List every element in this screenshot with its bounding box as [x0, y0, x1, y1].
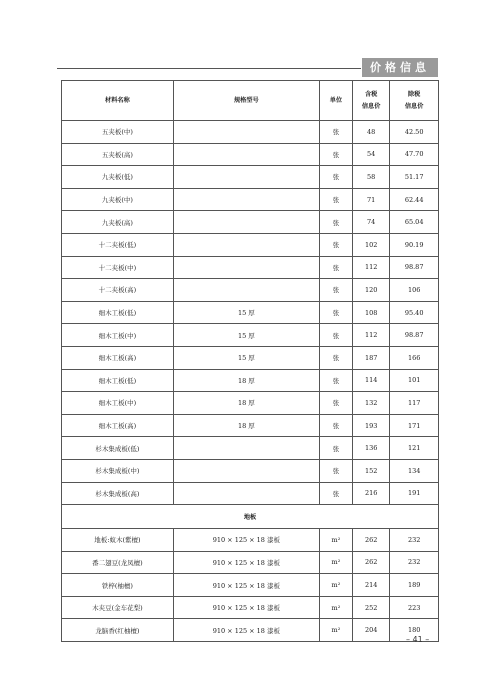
cell-notax-price: 98.87: [390, 324, 439, 347]
cell-material-name: 九夹板(低): [62, 166, 174, 189]
cell-tax-price: 114: [353, 369, 390, 392]
cell-material-name: 杉木集成板(低): [62, 437, 174, 460]
table-row: [62, 596, 439, 619]
cell-material-name: 细木工板(低): [62, 301, 174, 324]
table-row: [62, 121, 439, 144]
cell-material-name: 十二夹板(低): [62, 233, 174, 256]
header-tax-line1: 含税: [364, 90, 378, 98]
cell-spec: [173, 211, 319, 234]
table-row: [62, 392, 439, 415]
cell-unit: 张: [319, 143, 352, 166]
cell-material-name: 杉木集成板(高): [62, 482, 174, 505]
cell-unit: m²: [319, 529, 352, 552]
cell-notax-price: 171: [390, 414, 439, 437]
cell-unit: 张: [319, 188, 352, 211]
table-row: [62, 459, 439, 482]
cell-tax-price: 262: [353, 529, 390, 552]
cell-notax-price: 191: [390, 482, 439, 505]
cell-spec: [173, 256, 319, 279]
cell-spec: [173, 188, 319, 211]
table-row: [62, 619, 439, 642]
cell-notax-price: 232: [390, 551, 439, 574]
cell-material-name: 龙脑香(红柚檀): [62, 619, 174, 642]
cell-spec: 910 × 125 × 18 漆板: [173, 574, 319, 597]
table-row: [62, 188, 439, 211]
header-rule: [57, 68, 361, 69]
cell-spec: 910 × 125 × 18 漆板: [173, 529, 319, 552]
header-tax-price: [353, 81, 390, 121]
cell-unit: 张: [319, 121, 352, 144]
table-row: [62, 437, 439, 460]
table-header-row: [62, 81, 439, 121]
cell-tax-price: 216: [353, 482, 390, 505]
cell-notax-price: 189: [390, 574, 439, 597]
cell-spec: 18 厚: [173, 414, 319, 437]
cell-spec: 15 厚: [173, 324, 319, 347]
cell-notax-price: 166: [390, 346, 439, 369]
cell-tax-price: 136: [353, 437, 390, 460]
cell-material-name: 细木工板(中): [62, 392, 174, 415]
cell-notax-price: 117: [390, 392, 439, 415]
cell-notax-price: 42.50: [390, 121, 439, 144]
cell-tax-price: 102: [353, 233, 390, 256]
header-notax-line2: 信息价: [404, 102, 424, 110]
table-row: [62, 482, 439, 505]
cell-unit: m²: [319, 596, 352, 619]
cell-notax-price: 98.87: [390, 256, 439, 279]
cell-material-name: 木夹豆(金车花梨): [62, 596, 174, 619]
cell-notax-price: 95.40: [390, 301, 439, 324]
cell-spec: 18 厚: [173, 392, 319, 415]
cell-spec: 910 × 125 × 18 漆板: [173, 551, 319, 574]
cell-spec: [173, 482, 319, 505]
cell-tax-price: 193: [353, 414, 390, 437]
cell-unit: 张: [319, 346, 352, 369]
cell-material-name: 五夹板(高): [62, 143, 174, 166]
cell-unit: 张: [319, 459, 352, 482]
table-row: [62, 414, 439, 437]
cell-notax-price: 51.17: [390, 166, 439, 189]
cell-unit: m²: [319, 551, 352, 574]
table-row: [62, 233, 439, 256]
cell-material-name: 铁梓(柚檀): [62, 574, 174, 597]
table-row: [62, 256, 439, 279]
cell-unit: 张: [319, 324, 352, 347]
cell-unit: m²: [319, 619, 352, 642]
cell-spec: [173, 143, 319, 166]
cell-tax-price: 54: [353, 143, 390, 166]
cell-unit: 张: [319, 233, 352, 256]
table-row: [62, 301, 439, 324]
table-row: [62, 551, 439, 574]
cell-material-name: 细木工板(低): [62, 369, 174, 392]
cell-tax-price: 48: [353, 121, 390, 144]
section-tag: 价格信息: [362, 58, 438, 77]
cell-notax-price: 47.70: [390, 143, 439, 166]
cell-tax-price: 262: [353, 551, 390, 574]
table-row: [62, 574, 439, 597]
price-table: [61, 80, 439, 642]
cell-notax-price: 232: [390, 529, 439, 552]
cell-material-name: 细木工板(高): [62, 414, 174, 437]
cell-material-name: 细木工板(高): [62, 346, 174, 369]
section-title: 地板: [62, 505, 439, 529]
cell-tax-price: 120: [353, 279, 390, 302]
cell-notax-price: 65.04: [390, 211, 439, 234]
cell-material-name: 地板:蚁木(紫檀): [62, 529, 174, 552]
table-row: [62, 279, 439, 302]
table-row: [62, 529, 439, 552]
cell-unit: 张: [319, 482, 352, 505]
cell-notax-price: 180: [390, 619, 439, 642]
cell-tax-price: 112: [353, 256, 390, 279]
cell-tax-price: 74: [353, 211, 390, 234]
cell-unit: 张: [319, 256, 352, 279]
cell-tax-price: 252: [353, 596, 390, 619]
cell-unit: 张: [319, 211, 352, 234]
header-unit: 单位: [319, 81, 352, 121]
cell-unit: m²: [319, 574, 352, 597]
cell-tax-price: 214: [353, 574, 390, 597]
cell-spec: [173, 437, 319, 460]
cell-spec: 15 厚: [173, 301, 319, 324]
cell-unit: 张: [319, 414, 352, 437]
cell-spec: [173, 121, 319, 144]
table-row: [62, 211, 439, 234]
cell-unit: 张: [319, 301, 352, 324]
cell-material-name: 杉木集成板(中): [62, 459, 174, 482]
cell-notax-price: 121: [390, 437, 439, 460]
header-spec: 规格型号: [173, 81, 319, 121]
cell-unit: 张: [319, 369, 352, 392]
cell-material-name: 五夹板(中): [62, 121, 174, 144]
cell-spec: [173, 279, 319, 302]
cell-spec: [173, 233, 319, 256]
table-row: [62, 346, 439, 369]
table-row: [62, 143, 439, 166]
cell-unit: 张: [319, 279, 352, 302]
cell-spec: 910 × 125 × 18 漆板: [173, 619, 319, 642]
cell-material-name: 十二夹板(中): [62, 256, 174, 279]
table-row: [62, 166, 439, 189]
cell-unit: 张: [319, 437, 352, 460]
cell-spec: 910 × 125 × 18 漆板: [173, 596, 319, 619]
cell-notax-price: 106: [390, 279, 439, 302]
table-row: [62, 369, 439, 392]
cell-unit: 张: [319, 166, 352, 189]
cell-spec: 15 厚: [173, 346, 319, 369]
cell-tax-price: 152: [353, 459, 390, 482]
cell-material-name: 九夹板(中): [62, 188, 174, 211]
cell-notax-price: 62.44: [390, 188, 439, 211]
cell-material-name: 番二翅豆(龙凤檀): [62, 551, 174, 574]
cell-material-name: 十二夹板(高): [62, 279, 174, 302]
table-row: [62, 324, 439, 347]
cell-tax-price: 204: [353, 619, 390, 642]
page-number: – 41 –: [406, 635, 430, 644]
cell-notax-price: 90.19: [390, 233, 439, 256]
cell-spec: [173, 166, 319, 189]
cell-tax-price: 112: [353, 324, 390, 347]
cell-tax-price: 132: [353, 392, 390, 415]
cell-tax-price: 187: [353, 346, 390, 369]
section-row: [62, 505, 439, 529]
cell-tax-price: 58: [353, 166, 390, 189]
header-notax-line1: 除税: [407, 90, 421, 98]
cell-material-name: 九夹板(高): [62, 211, 174, 234]
cell-unit: 张: [319, 392, 352, 415]
cell-notax-price: 223: [390, 596, 439, 619]
cell-notax-price: 134: [390, 459, 439, 482]
cell-material-name: 细木工板(中): [62, 324, 174, 347]
header-tax-line2: 信息价: [361, 102, 381, 110]
header-material-name: 材料名称: [62, 81, 174, 121]
cell-tax-price: 71: [353, 188, 390, 211]
cell-spec: [173, 459, 319, 482]
cell-notax-price: 101: [390, 369, 439, 392]
header-notax-price: [390, 81, 439, 121]
cell-tax-price: 108: [353, 301, 390, 324]
cell-spec: 18 厚: [173, 369, 319, 392]
